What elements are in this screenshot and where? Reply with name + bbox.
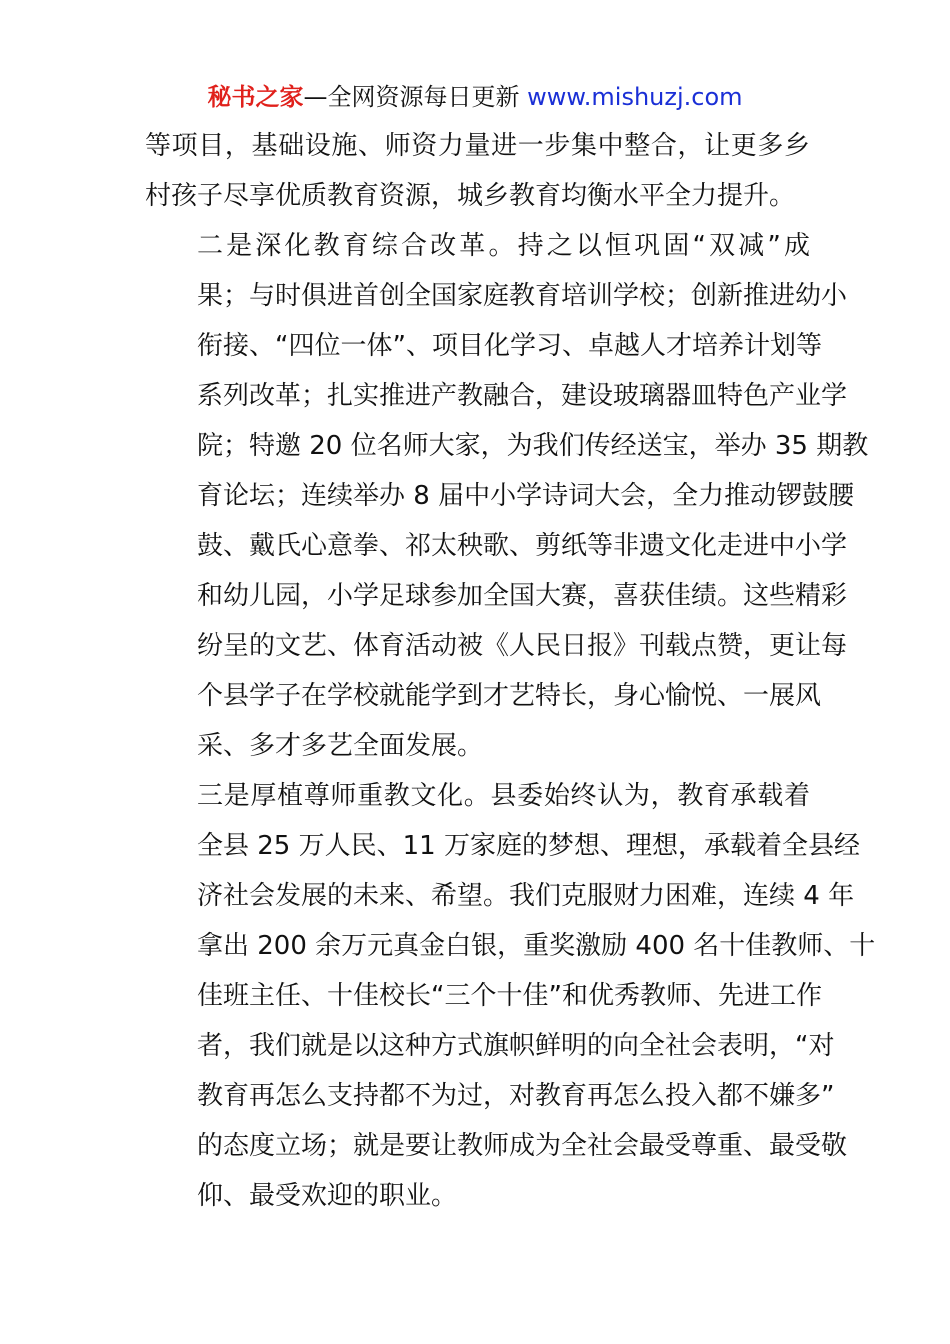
text-line: 全县 25 万人民、11 万家庭的梦想、理想，承载着全县经: [197, 831, 860, 861]
text-line: 三是厚植尊师重教文化。县委始终认为，教育承载着: [197, 781, 810, 811]
text-line: 等项目，基础设施、师资力量进一步集中整合，让更多乡: [145, 131, 810, 161]
text-line: 院；特邀 20 位名师大家，为我们传经送宝，举办 35 期教: [197, 431, 869, 461]
text-line: 村孩子尽享优质教育资源，城乡教育均衡水平全力提升。: [145, 181, 796, 211]
text-line: 纷呈的文艺、体育活动被《人民日报》刊载点赞，更让每: [197, 631, 848, 661]
paragraph-1: [145, 121, 810, 221]
text-line: 仰、最受欢迎的职业。: [197, 1181, 458, 1211]
paragraph-2: [145, 221, 869, 771]
site-brand: 秘书之家: [207, 83, 304, 111]
text-line: 二是深化教育综合改革。持之以恒巩固“双减”成: [197, 231, 810, 261]
text-line: 衔接、“四位一体”、项目化学习、卓越人才培养计划等: [197, 331, 822, 361]
text-line: 系列改革；扎实推进产教融合，建设玻璃器皿特色产业学: [197, 381, 848, 411]
site-tagline: —全网资源每日更新: [303, 83, 520, 111]
text-line: 个县学子在学校就能学到才艺特长，身心愉悦、一展风: [197, 681, 822, 711]
text-line: 教育再怎么支持都不为过，对教育再怎么投入都不嫌多”: [197, 1081, 835, 1111]
text-line: 佳班主任、十佳校长“三个十佳”和优秀教师、先进工作: [197, 981, 822, 1011]
text-line: 育论坛；连续举办 8 届中小学诗词大会，全力推动锣鼓腰: [197, 481, 855, 511]
text-line: 和幼儿园，小学足球参加全国大赛，喜获佳绩。这些精彩: [197, 581, 848, 611]
paragraph-3: [145, 771, 876, 1221]
text-line: 拿出 200 余万元真金白银，重奖激励 400 名十佳教师、十: [197, 931, 876, 961]
document-body: [145, 121, 876, 1221]
text-line: 的态度立场；就是要让教师成为全社会最受尊重、最受敬: [197, 1131, 848, 1161]
text-line: 采、多才多艺全面发展。: [197, 731, 484, 761]
site-url-link[interactable]: www.mishuzj.com: [527, 83, 743, 111]
text-line: 者，我们就是以这种方式旗帜鲜明的向全社会表明，“对: [197, 1031, 835, 1061]
text-line: 鼓、戴氏心意拳、祁太秧歌、剪纸等非遗文化走进中小学: [197, 531, 848, 561]
site-header: [0, 80, 950, 114]
text-line: 果；与时俱进首创全国家庭教育培训学校；创新推进幼小: [197, 281, 848, 311]
text-line: 济社会发展的未来、希望。我们克服财力困难，连续 4 年: [197, 881, 855, 911]
